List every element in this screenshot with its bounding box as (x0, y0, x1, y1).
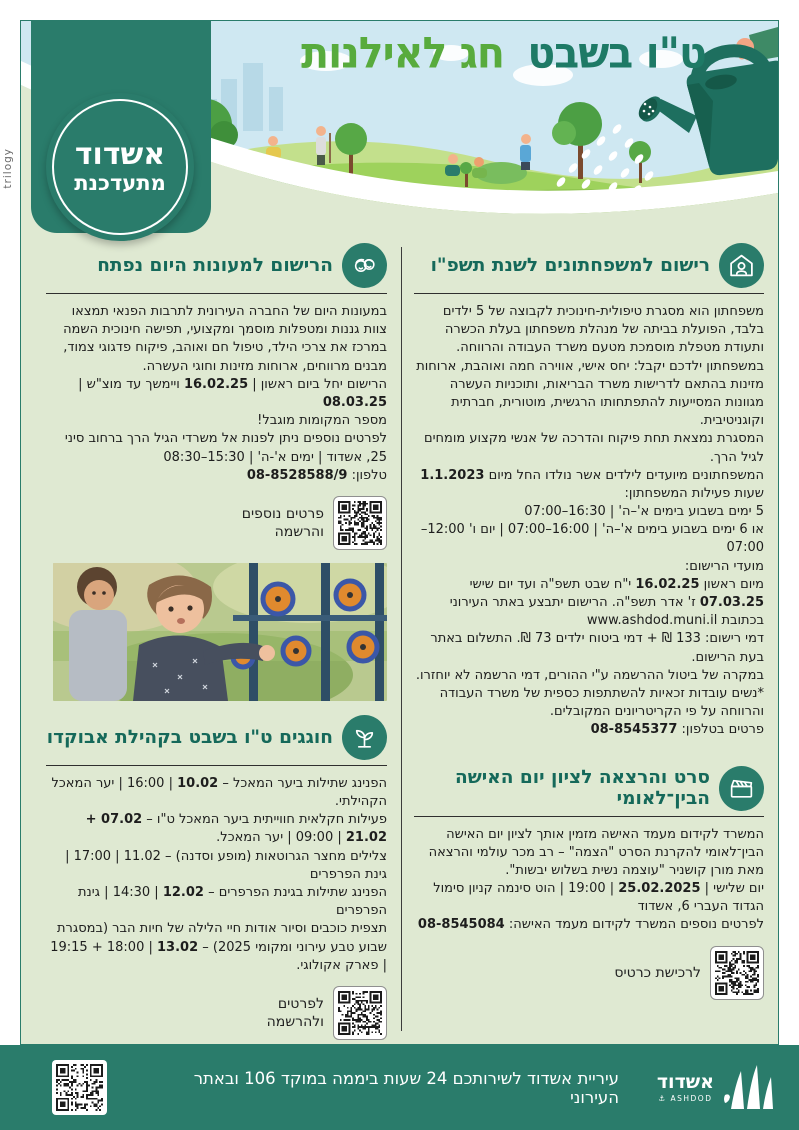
content-frame (20, 20, 779, 1045)
qr-label: לפרטים ולהרשמה (266, 995, 324, 1030)
section-body (414, 826, 764, 935)
text-line: משפחתון הוא מסגרת טיפולית-חינוכית לקבוצה של 5 ילדים בלבד, הפועלת בביתה של מנהלת משפחתון בעלת הכשרה ותעודת מטפלת מוסמכת מטעם משרד העבודה והרווחה. (442, 304, 764, 356)
children-playground-photo (53, 563, 387, 701)
section-header (414, 243, 764, 288)
text-line: במעונות היום של החברה העירונית לתרבות הפנאי תמצאו צוות גננות ומטפלות מוסמך ומקצועי, תפישה חינוכית השמה במרכז את צרכי הילד, טיפול חם ואוהב, פיקוח פדגוגי צמוד, מבנים מרווחים, ארוחות מזינות וחוגי העשרה. (63, 304, 387, 374)
phone-line: פרטים בטלפון: 08-8545377 (590, 722, 764, 738)
section-title: הרישום למעונות היום נפתח (97, 254, 333, 276)
ticket-qr-row (414, 946, 764, 1000)
column-left (46, 243, 387, 1040)
footer-hotline-text: עיריית אשדוד לשירותכם 24 שעות ביממה במוקד 106 ובאתר העירוני (193, 1068, 619, 1107)
section-underline (46, 293, 387, 294)
text-line: המשפחתונים מיועדים לילדים אשר נולדו החל מיום 1.1.2023 (420, 467, 764, 483)
text-line: במשפחתון ילדכם יקבל: יחס אישי, אווירה חמה ואוהבת, ארוחות מזינות בהתאם לדרישות משרד הבריאות, ותוכניות העשרה מגוונות המסייעות להתפתחותו הרגשית, מוטורית, חברתית וקוגניטיבית. (416, 358, 764, 429)
qr-label: לרכישת כרטיס (614, 964, 701, 981)
registration-qr-row (46, 496, 387, 550)
logo-hebrew: אשדוד (656, 1070, 714, 1093)
text-line: הרישום יחל ביום ראשון | 16.02.25 ויימשך עד מוצ"ש | 08.03.25 (78, 376, 387, 410)
text-line: יום שלישי | 25.02.2025 | 19:00 | הוט סינמה קניון סימול הגדוד העברי 6, אשדוד (433, 881, 764, 915)
clapperboard-icon (719, 766, 764, 811)
column-divider (401, 247, 402, 1031)
section-body (46, 775, 387, 975)
phone-line: לפרטים נוספים המשרד לקידום מעמד האישה: 08-8545084 (417, 917, 764, 933)
text-line: או 6 ימים בשבוע בימים א'–ה' | 16:00–07:00 | יום ו' 12:00–07:00 (420, 522, 764, 556)
text-line: 5 ימים בשבוע בימים א'–ה' | 16:30–07:00 (524, 504, 764, 520)
section-underline (46, 765, 387, 766)
text-line: תצפית כוכבים וסיור אודות חיי הלילה של חיות הבר (במסגרת שבוע טבע עירוני ומקומי 2025) – 13.02 | 18:00 + 19:15 | פארק אקולוגי. (50, 921, 387, 973)
section-womens-day (414, 766, 764, 1000)
ashdod-updates-badge (46, 93, 194, 241)
trilogy-agency-logo: trilogy (2, 148, 14, 189)
qr-code[interactable] (333, 496, 387, 550)
text-line: הפנינג שתילות ביער המאכל – 10.02 | 16:00 | יער המאכל הקהילתי. (51, 775, 387, 810)
qr-code[interactable] (710, 946, 764, 1000)
section-underline (414, 816, 764, 817)
section-body (414, 303, 764, 740)
family-house-icon (719, 243, 764, 288)
sprout-icon (342, 715, 387, 760)
children-faces-icon (342, 243, 387, 288)
text-line: צלילים מחצר הגרוטאות (מופע וסדנה) – 11.02 | 17:00 | גינת הפרפרים (65, 848, 387, 882)
logo-text (656, 1070, 714, 1103)
section-underline (414, 293, 764, 294)
text-line: מועדי הרישום: (684, 558, 764, 574)
ashdod-logo-sails (721, 1065, 773, 1111)
text-line: פעילות חקלאית חווייתית ביער המאכל ט"ו – 07.02 + 21.02 | 09:00 | יער המאכל. (85, 812, 387, 846)
text-line: מספר המקומות מוגבל! (257, 413, 387, 429)
phone-line: טלפון: 08-8528588/9 (246, 467, 387, 483)
text-line: *נשים עובדות זכאיות להשתתפות כספית של משרד העבודה והרווחה על פי הקריטריונים המקובלים. (439, 685, 764, 720)
badge-line2: מתעדכנת (74, 171, 166, 196)
section-header (46, 243, 387, 288)
text-line: דמי רישום: 133 ₪ + דמי ביטוח ילדים 73 ₪. התשלום באתר בעת הרישום. (430, 631, 764, 665)
qr-label: פרטים נוספים והרשמה (241, 505, 324, 540)
section-body (46, 303, 387, 485)
text-line: שעות פעילות המשפחתון: (624, 485, 764, 501)
page-title (246, 28, 761, 78)
details-qr-row (46, 986, 387, 1040)
anchor-icon: ⚓ (658, 1093, 667, 1103)
text-line: המסגרת נמצאת תחת פיקוח והדרכה של אנשי מקצוע מומחים לגיל הרך. (423, 431, 764, 465)
section-family-daycare (414, 243, 764, 740)
column-right (414, 243, 764, 1000)
section-avocado-community (46, 715, 387, 1040)
text-line: לפרטים נוספים ניתן לפנות אל משרדי הגיל הרך ברחוב סיני 25, אשדוד | ימים א'-ה' | 15:30–08:30 (64, 431, 387, 465)
text-line: המשרד לקידום מעמד האישה מזמין אותך לציון יום האישה הבין־לאומי להקרנת הסרט "הצמה" – רב מכר עולמי והרצאה מאת מורן קושניר "עוצמה נשית בשלוש יבשות". (428, 826, 764, 878)
section-header (46, 715, 387, 760)
footer-bar (0, 1045, 799, 1130)
section-header (414, 766, 764, 811)
title-holiday-of-trees: חג לאילנות (301, 27, 505, 79)
text-line: הפנינג שתילות בגינת הפרפרים – 12.02 | 14:30 | גינת הפרפרים (78, 885, 387, 919)
section-day-nurseries (46, 243, 387, 550)
section-title: חוגגים ט"ו בשבט בקהילת אבוקדו (46, 726, 333, 748)
qr-code[interactable] (333, 986, 387, 1040)
title-tu-bishvat: ט"ו בשבט (527, 27, 706, 79)
section-title: סרט והרצאה לציון יום האישה הבין־לאומי (455, 766, 710, 809)
logo-english: ⚓ ASHDOD (658, 1093, 713, 1103)
badge-line1: אשדוד (74, 136, 166, 172)
text-line: במקרה של ביטול ההרשמה ע"י ההורים, דמי הרשמה לא יוחזרו. (415, 667, 764, 683)
section-title: רישום למשפחתונים לשנת תשפ"ו (430, 254, 710, 276)
text-line: מיום ראשון 16.02.25 י"ח שבט תשפ"ה ועד יום שישי 07.03.25 ז' אדר תשפ"ה. הרישום יתבצע באתר העירוני בכתובת www.ashdod.muni.il (449, 576, 764, 629)
qr-code[interactable] (52, 1060, 107, 1115)
ashdod-municipality-logo (657, 1065, 773, 1111)
